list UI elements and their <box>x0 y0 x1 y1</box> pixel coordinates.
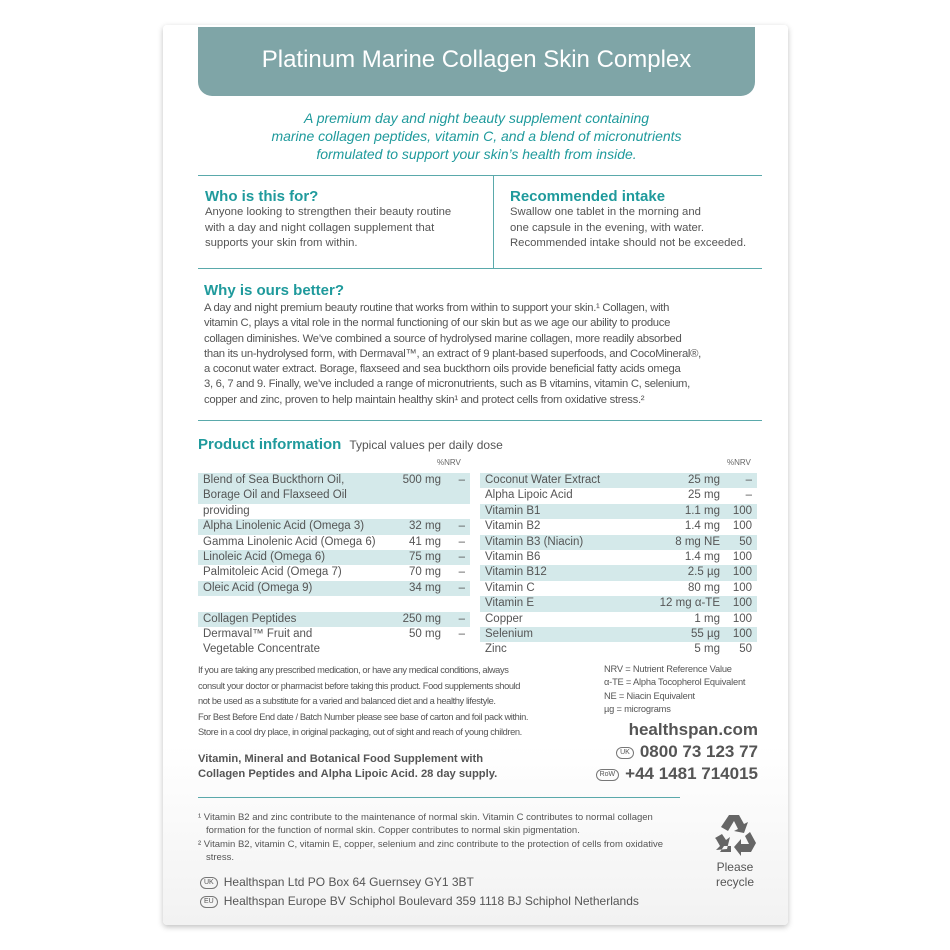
nutrient-name: Vitamin B1 <box>480 504 625 519</box>
text-line: 3, 6, 7 and 9. Finally, we’ve included a range of micronutrients, such as B vitamins, vitamin C, selenium, <box>204 378 691 391</box>
nutrient-nrv: – <box>446 519 470 534</box>
nutrient-name: Zinc <box>485 643 507 656</box>
product-info-header <box>198 436 503 454</box>
warning-text <box>198 663 528 741</box>
nutrient-amount: 2.5 µg <box>625 565 725 580</box>
nrv-header-left: %NRV <box>437 458 461 467</box>
nutrient-nrv: 100 <box>732 551 752 564</box>
nutrient-nrv: – <box>458 535 465 548</box>
nutrient-row <box>198 642 470 657</box>
nutrient-nrv: – <box>725 473 757 488</box>
column-divider <box>493 176 494 268</box>
nutrient-amount: 75 mg <box>386 550 446 565</box>
nutrient-amount: 5 mg <box>694 643 720 656</box>
address-text: Healthspan Europe BV Schiphol Boulevard 359 1118 BJ Schiphol Netherlands <box>223 894 639 908</box>
nutrient-nrv: – <box>446 612 470 627</box>
nutrient-nrv: 100 <box>725 596 757 611</box>
product-description <box>198 752 497 781</box>
nutrient-name: Dermaval™ Fruit and <box>203 628 313 641</box>
subtitle-line: A premium day and night beauty supplement containing <box>303 110 650 126</box>
nutrient-nrv: 100 <box>732 612 752 625</box>
text-line: than its un-hydrolysed form, with Dermaval™, an extract of 9 plant-based superfoods, and CocoMineral®, <box>204 347 702 360</box>
nutrient-nrv: – <box>446 581 470 596</box>
eu-badge: EU <box>200 896 218 908</box>
nutrient-name: Coconut Water Extract <box>480 473 625 488</box>
recycle-icon <box>712 812 758 856</box>
nutrient-name: Alpha Lipoic Acid <box>485 489 573 502</box>
text-line: Anyone looking to strengthen their beauty routine <box>205 206 452 218</box>
nutrient-row <box>480 612 757 627</box>
nutrient-amount <box>386 504 446 519</box>
text-line: collagen diminishes. We’ve combined a source of hydrolysed marine collagen, more readily absorbed <box>204 332 682 345</box>
nutrient-name: Vitamin B3 (Niacin) <box>480 535 625 550</box>
text-line: a coconut water extract. Borage, flaxseed and sea buckthorn oils provide beneficial fatty acids omega <box>204 363 681 376</box>
nutrient-nrv: – <box>458 628 465 641</box>
nutrient-name <box>198 596 386 611</box>
uk-phone[interactable]: 0800 73 123 77 <box>639 742 758 761</box>
text-line: Store in a cool dry place, in original packaging, out of sight and reach of young children. <box>198 727 522 738</box>
nutrient-row <box>480 581 757 596</box>
nutrient-nrv: 100 <box>725 565 757 580</box>
address-eu <box>200 892 639 911</box>
nutrient-nrv: 100 <box>732 520 752 533</box>
nutrient-nrv: – <box>458 566 465 579</box>
footnote: ¹ Vitamin B2 and zinc contribute to the maintenance of normal skin. Vitamin C contributes to normal collagen formation for the function of normal skin. Copper contributes to normal skin pigmentation. <box>198 812 653 836</box>
nutrient-row <box>198 581 470 596</box>
footnote: ² Vitamin B2, vitamin C, vitamin E, copper, selenium and zinc contribute to the protection of cells from oxidative stress. <box>198 839 664 863</box>
nutrient-nrv <box>446 596 470 611</box>
text-line: vitamin C, plays a vital role in the normal functioning of our skin but as we age our ability to produce <box>204 317 671 330</box>
nutrient-amount <box>386 488 446 503</box>
title-banner <box>198 27 755 96</box>
nutrient-row <box>198 473 470 488</box>
nutrient-row <box>198 535 470 550</box>
nutrient-name: Vitamin B2 <box>485 520 541 533</box>
nutrient-name: Alpha Linolenic Acid (Omega 3) <box>198 519 386 534</box>
nutrient-row <box>198 612 470 627</box>
why-heading: Why is ours better? <box>204 282 345 299</box>
abbreviations <box>604 663 745 717</box>
text-line: NRV = Nutrient Reference Value <box>604 664 732 674</box>
nutrient-row <box>198 596 470 611</box>
address-uk <box>200 873 639 892</box>
nutrient-amount: 1.4 mg <box>684 551 720 564</box>
nutrient-amount: 500 mg <box>386 473 446 488</box>
text-line: not be used as a substitute for a varied and balanced diet and a healthy lifestyle. <box>198 696 496 707</box>
recycle-block <box>706 812 764 890</box>
nutrient-amount: 80 mg <box>688 581 720 594</box>
nutrient-amount: 55 µg <box>625 627 725 642</box>
nutrient-row <box>198 519 470 534</box>
nutrient-row <box>480 519 757 534</box>
nutrient-amount: 25 mg <box>625 473 725 488</box>
nutrient-row <box>198 504 470 519</box>
nutrient-name: Vitamin C <box>485 581 535 594</box>
nutrient-row <box>480 504 757 519</box>
text-line: copper and zinc, proven to help maintain healthy skin¹ and protect cells from oxidative stress.² <box>204 393 645 406</box>
nutrient-row <box>480 550 757 565</box>
nutrient-name: Copper <box>485 612 523 625</box>
who-section <box>205 188 451 252</box>
product-info-heading: Product information <box>198 436 342 453</box>
nutrient-name: providing <box>203 504 250 517</box>
nutrient-name: Gamma Linolenic Acid (Omega 6) <box>203 535 376 548</box>
nutrient-amount <box>386 596 446 611</box>
nutrient-row <box>198 565 470 580</box>
nutrient-row <box>480 473 757 488</box>
nutrient-nrv: 100 <box>732 581 752 594</box>
product-title: Platinum Marine Collagen Skin Complex <box>261 46 692 73</box>
nutrient-amount: 25 mg <box>688 489 720 502</box>
why-text <box>204 301 762 408</box>
nutrient-name: Vitamin E <box>480 596 625 611</box>
nutrient-row <box>480 596 757 611</box>
nutrient-nrv: 100 <box>725 627 757 642</box>
nutrient-amount: 250 mg <box>386 612 446 627</box>
text-line: consult your doctor or pharmacist before taking this product. Food supplements should <box>198 680 521 691</box>
uk-badge: UK <box>616 747 634 759</box>
text-line: If you are taking any prescribed medication, or have any medical conditions, always <box>198 665 509 675</box>
nutrient-name: Palmitoleic Acid (Omega 7) <box>203 566 342 579</box>
nutrient-name: Selenium <box>480 627 625 642</box>
text-line: Swallow one tablet in the morning and <box>510 206 701 218</box>
text-line: A day and night premium beauty routine that works from within to support your skin.¹ Collagen, with <box>204 302 670 314</box>
website-link[interactable]: healthspan.com <box>628 720 758 739</box>
nutrient-nrv <box>446 504 470 519</box>
nutrient-nrv <box>446 488 470 503</box>
intake-section <box>510 188 746 252</box>
text-line: one capsule in the evening, with water. <box>510 221 705 234</box>
nutrient-row <box>480 535 757 550</box>
nutrient-amount <box>386 642 446 657</box>
who-heading: Who is this for? <box>205 188 319 205</box>
nutrient-name: Borage Oil and Flaxseed Oil <box>198 488 386 503</box>
subtitle <box>198 109 755 163</box>
recycle-label: Please recycle <box>715 860 754 889</box>
nutrient-amount: 1.1 mg <box>625 504 725 519</box>
uk-badge: UK <box>200 877 218 889</box>
nutrient-nrv <box>446 642 470 657</box>
text-line: supports your skin from within. <box>205 237 358 249</box>
nutrient-row <box>480 642 757 657</box>
contact-block <box>596 720 758 784</box>
nutrient-nrv: – <box>745 489 752 502</box>
row-phone[interactable]: +44 1481 714015 <box>625 764 758 783</box>
nutrient-amount: 70 mg <box>409 566 441 579</box>
intake-heading: Recommended intake <box>510 188 666 205</box>
why-section <box>198 282 762 421</box>
text-line: α-TE = Alpha Tocopherol Equivalent <box>604 677 746 688</box>
subtitle-line: formulated to support your skin’s health from inside. <box>316 146 637 162</box>
intake-text <box>510 205 746 252</box>
nutrient-name: Vitamin B6 <box>485 551 541 564</box>
nutrient-amount: 32 mg <box>386 519 446 534</box>
nutrient-nrv: 100 <box>725 504 757 519</box>
nutrient-nrv: 50 <box>725 535 757 550</box>
text-line: Collagen Peptides and Alpha Lipoic Acid. 28 day supply. <box>198 767 498 780</box>
nutrient-amount: 1.4 mg <box>684 520 720 533</box>
nutrient-name: Oleic Acid (Omega 9) <box>198 581 386 596</box>
nutrient-row <box>198 488 470 503</box>
nutrient-row <box>480 488 757 503</box>
address-text: Healthspan Ltd PO Box 64 Guernsey GY1 3BT <box>223 875 474 889</box>
nrv-header-right: %NRV <box>727 458 751 467</box>
nutrient-nrv: 50 <box>739 643 752 656</box>
nutrient-name: Linoleic Acid (Omega 6) <box>198 550 386 565</box>
nutrient-amount: 12 mg α-TE <box>625 596 725 611</box>
who-text <box>205 205 451 252</box>
typical-values-label: Typical values per daily dose <box>349 438 503 452</box>
text-line: with a day and night collagen supplement that <box>205 221 435 234</box>
divider <box>198 797 680 798</box>
nutrient-row <box>198 627 470 642</box>
text-line: For Best Before End date / Batch Number please see base of carton and foil pack within. <box>198 711 529 722</box>
info-columns <box>198 175 762 269</box>
footnotes <box>198 811 693 865</box>
addresses <box>200 873 639 911</box>
nutrient-name: Collagen Peptides <box>198 612 386 627</box>
nutrient-amount: 41 mg <box>409 535 441 548</box>
text-line: Recommended intake should not be exceeded. <box>510 237 747 249</box>
nutrient-amount: 50 mg <box>409 628 441 641</box>
nutrient-name: Vegetable Concentrate <box>203 643 321 656</box>
nutrient-row <box>198 550 470 565</box>
nutrient-nrv: – <box>446 473 470 488</box>
nutrient-row <box>480 627 757 642</box>
nutrient-row <box>480 565 757 580</box>
uk-phone-row <box>596 742 758 762</box>
nutrient-amount: 8 mg NE <box>625 535 725 550</box>
nutrient-name: Vitamin B12 <box>480 565 625 580</box>
nutrient-amount: 1 mg <box>694 612 720 625</box>
text-line: Vitamin, Mineral and Botanical Food Supplement with <box>198 753 484 765</box>
nutrition-table-left <box>198 473 470 658</box>
nutrient-amount: 34 mg <box>386 581 446 596</box>
subtitle-line: marine collagen peptides, vitamin C, and a blend of micronutrients <box>271 128 682 144</box>
nutrition-table-right <box>480 473 757 658</box>
nutrient-nrv: – <box>446 550 470 565</box>
row-phone-row <box>596 764 758 784</box>
nutrient-name: Blend of Sea Buckthorn Oil, <box>198 473 386 488</box>
row-badge: RoW <box>596 769 620 781</box>
text-line: µg = micrograms <box>604 704 671 715</box>
text-line: NE = Niacin Equivalent <box>604 690 695 701</box>
